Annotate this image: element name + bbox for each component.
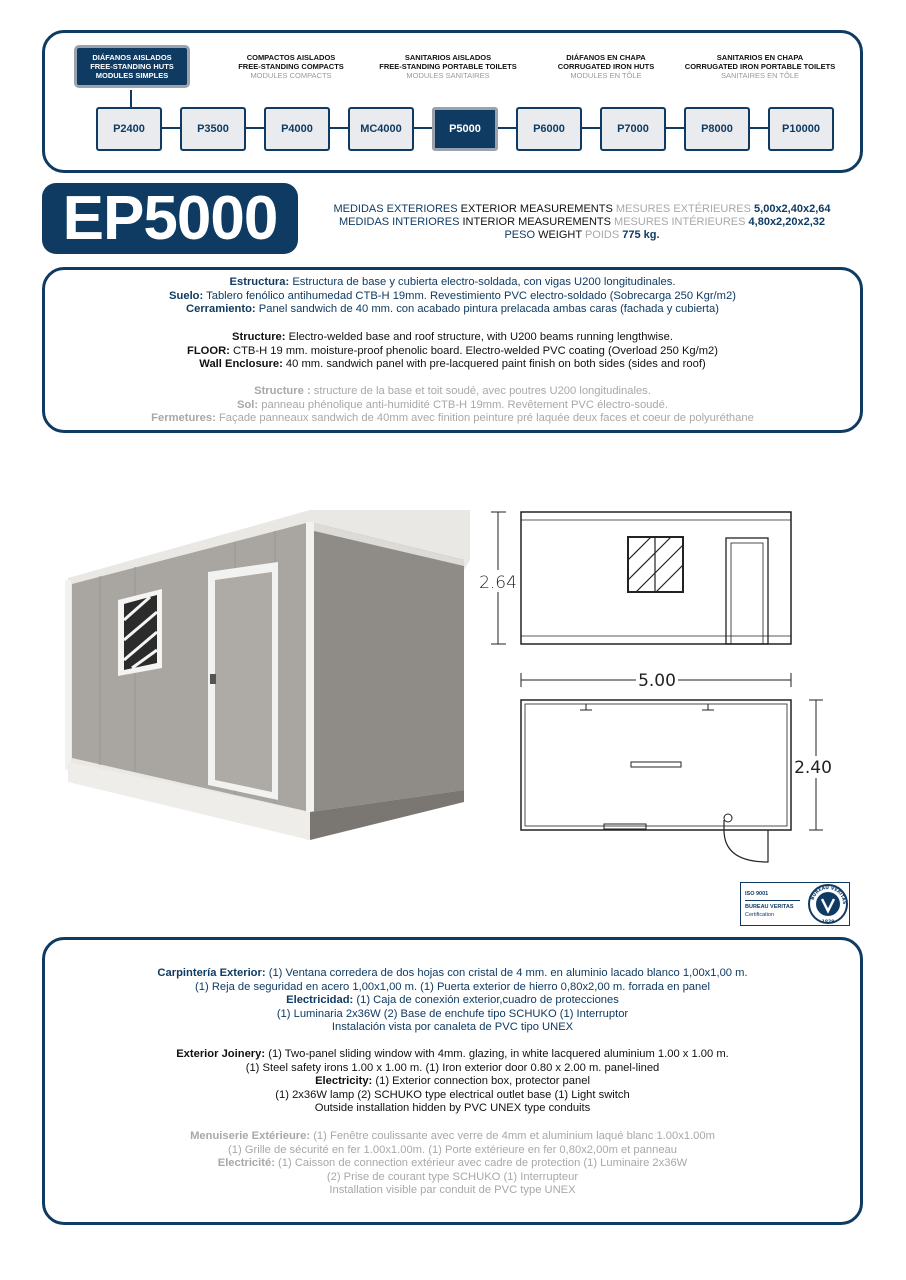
spec-line: [45, 385, 860, 399]
equip-text: Instalación vista por canaleta de PVC tipo UNEX: [331, 1021, 574, 1033]
length-label: 5.00: [638, 671, 676, 691]
label-es: PESO: [504, 229, 536, 241]
spec-text: structure de la base et toit soudé, avec poutres U200 longitudinales.: [310, 385, 651, 397]
specs-french: [45, 385, 860, 426]
spec-label: Fermetures:: [151, 412, 216, 424]
category-label-es: DIÁFANOS AISLADOS: [92, 53, 172, 62]
plan-window: [604, 824, 646, 829]
equip-line: [45, 1008, 860, 1022]
equip-text: (1) Reja de seguridad en acero 1,00x1,00 m. (1) Puerta exterior de hierro 0,80x2,00 m. forrada en panel: [195, 980, 710, 993]
specs-english: [45, 331, 860, 372]
spec-line: [45, 358, 860, 372]
category-label-es: SANITARIOS AISLADOS: [404, 53, 492, 62]
plan-inner-wall: [525, 704, 787, 826]
iso-label: ISO 9001: [745, 890, 769, 897]
equip-text: (1) Caisson de connection extérieur avec cadre de protection (1) Luminaire 2x36W: [274, 1157, 688, 1169]
equip-line: [45, 1102, 860, 1116]
category-corrugated-iron-huts[interactable]: [546, 53, 666, 80]
structure-specs: [42, 267, 863, 433]
bureau-veritas-seal-icon: [807, 883, 849, 925]
height-label: 2.64: [479, 573, 517, 593]
equip-line: [45, 1184, 860, 1198]
equip-line: [45, 1171, 860, 1185]
seal-ring-text: BUREAU VERITAS: [810, 885, 847, 905]
interior-measurements: [300, 216, 864, 229]
spec-text: 40 mm. sandwich panel with pre-lacquered paint finish on both sides (sides and roof): [282, 358, 706, 370]
model-button-p2400[interactable]: P2400: [96, 107, 162, 151]
certifier-name: BUREAU VERITAS: [745, 903, 794, 910]
product-title: EP5000: [42, 183, 298, 254]
module-photo: [60, 500, 480, 850]
spec-line: [45, 290, 860, 304]
spec-line: [45, 276, 860, 290]
seal-year: 1828: [821, 920, 835, 925]
category-navigation: [42, 30, 863, 173]
spec-line: [45, 331, 860, 345]
equip-text: (1) Luminaria 2x36W (2) Base de enchufe tipo SCHUKO (1) Interruptor: [276, 1007, 629, 1020]
plan-lamp: [631, 762, 681, 767]
category-label-fr: MODULES SIMPLES: [95, 71, 169, 80]
category-label-en: FREE-STANDING PORTABLE TOILETS: [379, 62, 517, 71]
equip-label: Menuiserie Extérieure:: [190, 1130, 311, 1142]
width-label: 2.40: [794, 758, 832, 778]
measurement-value: 4,80x2,20x2,32: [748, 216, 825, 228]
category-free-standing-toilets[interactable]: [373, 53, 523, 80]
category-label-fr: MODULES SANITAIRES: [406, 71, 490, 80]
equip-text: (1) Caja de conexión exterior,cuadro de protecciones: [353, 994, 619, 1006]
category-label-es: DIÁFANOS EN CHAPA: [566, 53, 646, 62]
plan-outlet: [702, 704, 714, 710]
equip-text: (1) Fenêtre coulissante avec verre de 4mm et aluminium laqué blanc 1.00x1.00m: [310, 1130, 715, 1142]
equip-line: [45, 994, 860, 1008]
exterior-measurements: [300, 203, 864, 216]
model-button-p7000[interactable]: P7000: [600, 107, 666, 151]
equip-line: [45, 1157, 860, 1171]
spec-line: [45, 399, 860, 413]
equip-text: Outside installation hidden by PVC UNEX type conduits: [314, 1102, 591, 1114]
label-fr: MESURES INTÉRIEURES: [614, 216, 746, 228]
label-fr: POIDS: [584, 229, 620, 241]
spec-label: Cerramiento:: [186, 303, 256, 315]
spec-label: Suelo:: [169, 289, 204, 302]
technical-drawing: [476, 500, 836, 870]
spec-text: panneau phénolique anti-humidité CTB-H 19mm. Revêtement PVC électro-soudé.: [258, 398, 668, 411]
equip-line: [45, 1048, 860, 1062]
label-fr: MESURES EXTÉRIEURES: [615, 203, 751, 215]
spec-label: Wall Enclosure:: [199, 358, 283, 370]
weight-value: 775 kg.: [622, 229, 660, 241]
model-button-mc4000[interactable]: MC4000: [348, 107, 414, 151]
equip-text: (1) 2x36W lamp (2) SCHUKO type electrical outlet base (1) Light switch: [275, 1088, 630, 1101]
model-button-p3500[interactable]: P3500: [180, 107, 246, 151]
door-handle: [210, 674, 216, 684]
equip-text: (1) Two-panel sliding window with 4mm. glazing, in white lacquered aluminium 1.00 x 1.00 m.: [265, 1048, 729, 1060]
window-hatching: [628, 537, 683, 592]
equip-line: [45, 1130, 860, 1144]
equipment-english: [45, 1048, 860, 1116]
category-free-standing-huts[interactable]: [74, 45, 190, 88]
spec-label: Structure :: [254, 385, 311, 397]
spec-text: Panel sandwich de 40 mm. con acabado pintura prelacada ambas caras (fachada y cubierta): [255, 303, 719, 315]
measurement-value: 5,00x2,40x2,64: [754, 203, 831, 215]
connector-line: [130, 90, 132, 107]
spec-line: [45, 345, 860, 359]
equip-line: [45, 1144, 860, 1158]
equipment-french: [45, 1130, 860, 1198]
certification-sub: Certification: [745, 911, 775, 918]
spec-line: [45, 303, 860, 317]
equipment-spanish: [45, 967, 860, 1035]
spec-label: FLOOR:: [187, 344, 230, 357]
equip-text: (1) Exterior connection box, protector panel: [372, 1075, 590, 1087]
label-en: EXTERIOR MEASUREMENTS: [460, 203, 613, 215]
equip-label: Exterior Joinery:: [176, 1048, 266, 1060]
equip-line: [45, 967, 860, 981]
elevation-outline: [521, 512, 791, 644]
model-button-p8000[interactable]: P8000: [684, 107, 750, 151]
equip-line: [45, 981, 860, 995]
weight: [300, 229, 864, 242]
end-wall: [310, 522, 464, 812]
equip-label: Electricité:: [217, 1157, 275, 1169]
model-button-p4000[interactable]: P4000: [264, 107, 330, 151]
equip-line: [45, 1089, 860, 1103]
category-label-fr: SANITAIRES EN TÔLE: [720, 71, 800, 80]
exterior-door: [215, 572, 272, 792]
model-button-p10000[interactable]: P10000: [768, 107, 834, 151]
spec-line: [45, 412, 860, 426]
certification-text: [741, 890, 807, 919]
label-en: INTERIOR MEASUREMENTS: [462, 216, 611, 228]
equip-line: [45, 1075, 860, 1089]
category-label-fr: MODULES EN TÔLE: [570, 71, 642, 80]
category-label-fr: MODULES COMPACTS: [250, 71, 332, 80]
category-label-en: FREE-STANDING COMPACTS: [238, 62, 344, 71]
equip-label: Carpintería Exterior:: [157, 967, 266, 979]
spec-text: Electro-welded base and roof structure, with U200 beams running lengthwise.: [285, 331, 673, 343]
equipment-specs: [42, 937, 863, 1225]
plan-outline: [521, 700, 791, 830]
category-free-standing-compacts[interactable]: [231, 53, 351, 80]
spec-text: Estructura de base y cubierta electro-soldada, con vigas U200 longitudinales.: [289, 276, 676, 288]
equip-label: Electricity:: [315, 1075, 373, 1087]
spec-label: Structure:: [232, 331, 286, 343]
category-corrugated-iron-toilets[interactable]: [675, 53, 845, 80]
equip-text: (1) Ventana corredera de dos hojas con cristal de 4 mm. en aluminio lacado blanco 1,00x1,00 m.: [265, 967, 748, 979]
equip-line: [45, 1021, 860, 1035]
equip-text: (2) Prise de courant type SCHUKO (1) Interrupteur: [326, 1170, 579, 1183]
plan-switch: [724, 814, 732, 822]
spec-label: Sol:: [237, 398, 259, 411]
spec-label: Estructura:: [229, 276, 290, 288]
spec-text: CTB-H 19 mm. moisture-proof phenolic board. Electro-welded PVC coating (Overload 250 Kg/m2): [229, 344, 718, 357]
label-en: WEIGHT: [538, 229, 582, 241]
equip-text: Installation visible par conduit de PVC type UNEX: [329, 1184, 576, 1196]
category-label-es: SANITARIOS EN CHAPA: [716, 53, 804, 62]
model-button-p6000[interactable]: P6000: [516, 107, 582, 151]
category-label-en: FREE-STANDING HUTS: [90, 62, 174, 71]
equip-text: (1) Steel safety irons 1.00 x 1.00 m. (1) Iron exterior door 0.80 x 2.00 m. panel-lined: [245, 1061, 660, 1074]
label-es: MEDIDAS EXTERIORES: [333, 203, 458, 215]
certification-badge: [740, 882, 850, 926]
equip-text: (1) Grille de sécurité en fer 1.00x1.00m. (1) Porte extérieure en fer 0,80x2,00m et panneau: [228, 1143, 677, 1156]
equip-line: [45, 1062, 860, 1076]
spec-text: Tablero fenólico antihumedad CTB-H 19mm. Revestimiento PVC electro-soldado (Sobrecarga 250 Kgr/m2): [203, 289, 736, 302]
elevation-door: [726, 538, 768, 644]
door-panel: [731, 543, 763, 644]
equip-label: Electricidad:: [286, 994, 354, 1006]
category-label-es: COMPACTOS AISLADOS: [246, 53, 336, 62]
specs-spanish: [45, 276, 860, 317]
label-es: MEDIDAS INTERIORES: [339, 216, 460, 228]
category-label-en: CORRUGATED IRON HUTS: [557, 62, 655, 71]
category-label-en: CORRUGATED IRON PORTABLE TOILETS: [684, 62, 836, 71]
spec-text: Façade panneaux sandwich de 40mm avec finition peinture pré laquée deux faces et coeur de polyuréthane: [215, 412, 754, 424]
plan-outlet: [580, 704, 592, 710]
model-button-p5000[interactable]: P5000: [432, 107, 498, 151]
